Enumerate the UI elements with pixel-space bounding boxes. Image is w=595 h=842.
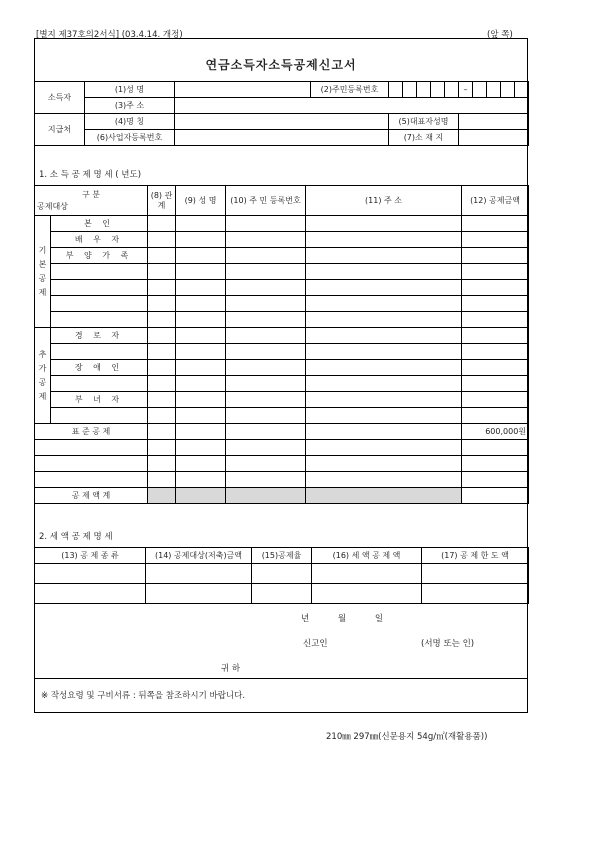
deduction-target: 부 녀 자 <box>51 392 148 408</box>
entry-cell[interactable] <box>462 360 529 376</box>
tax-credit-table <box>34 547 529 604</box>
entry-cell[interactable] <box>148 376 176 392</box>
location-field[interactable] <box>459 130 529 146</box>
deduction-target <box>51 264 148 280</box>
divider <box>35 678 527 679</box>
entry-cell[interactable] <box>306 312 462 328</box>
rrn-digit[interactable] <box>501 82 515 98</box>
entry-cell[interactable] <box>176 280 226 296</box>
entry-cell[interactable] <box>226 264 306 280</box>
entry-cell[interactable] <box>176 312 226 328</box>
deduction-target: 장 애 인 <box>51 360 148 376</box>
entry-cell[interactable] <box>462 280 529 296</box>
rrn-digit[interactable] <box>515 82 529 98</box>
address-header: (11) 주 소 <box>306 186 462 216</box>
entry-cell[interactable] <box>226 360 306 376</box>
relation-header: (8) 관 계 <box>148 186 176 216</box>
entry-cell[interactable] <box>462 312 529 328</box>
credit-rate-header: (15)공제율 <box>252 548 312 564</box>
payer-label: 지급처 <box>35 114 85 146</box>
entry-cell[interactable] <box>148 216 176 232</box>
rrn-digit[interactable] <box>403 82 417 98</box>
rrn-header: (10) 주 민 등록번호 <box>226 186 306 216</box>
credit-cell[interactable] <box>422 584 529 604</box>
name-field[interactable] <box>175 82 311 98</box>
entry-cell[interactable] <box>176 328 226 344</box>
entry-cell[interactable] <box>306 248 462 264</box>
entry-cell[interactable] <box>148 328 176 344</box>
deduction-target: 배 우 자 <box>51 232 148 248</box>
deduction-target: 본 인 <box>51 216 148 232</box>
credit-base-header: (14) 공제대상(저축)금액 <box>146 548 252 564</box>
taxpayer-payer-table <box>34 81 529 146</box>
group-label: 추 가 공 제 <box>35 328 51 424</box>
entry-cell[interactable] <box>462 376 529 392</box>
rrn-digit[interactable] <box>389 82 403 98</box>
entry-cell[interactable] <box>306 408 462 424</box>
entry-cell[interactable] <box>306 360 462 376</box>
form-number: [별지 제37호의2서식] (03.4.14. 개정) <box>36 30 183 40</box>
entry-cell[interactable] <box>176 296 226 312</box>
deduction-target <box>51 344 148 360</box>
rrn-digit[interactable] <box>487 82 501 98</box>
entry-cell[interactable] <box>226 232 306 248</box>
rrn-label: (2)주민등록번호 <box>311 82 389 98</box>
entry-cell[interactable] <box>306 264 462 280</box>
credit-type-header: (13) 공 제 종 류 <box>35 548 146 564</box>
signature-label: (서명 또는 인) <box>421 639 475 649</box>
entry-cell[interactable] <box>462 296 529 312</box>
entry-cell[interactable] <box>462 408 529 424</box>
entry-cell[interactable] <box>226 344 306 360</box>
entry-cell[interactable] <box>226 408 306 424</box>
address-label: (3)주 소 <box>85 98 175 114</box>
date-line: 년 월 일 <box>301 614 384 624</box>
standard-deduction-amount: 600,000원 <box>462 424 529 440</box>
entry-cell[interactable] <box>148 344 176 360</box>
rrn-digit[interactable] <box>473 82 487 98</box>
entry-cell[interactable] <box>148 392 176 408</box>
entry-cell[interactable] <box>226 280 306 296</box>
recipient-label: 귀 하 <box>221 664 241 674</box>
rrn-digit[interactable] <box>431 82 445 98</box>
blank-row[interactable] <box>35 472 148 488</box>
section2-title: 2. 세 액 공 제 명 세 <box>39 532 113 542</box>
total-deduction-field[interactable] <box>462 488 529 504</box>
rrn-digit[interactable] <box>445 82 459 98</box>
credit-cell[interactable] <box>35 584 146 604</box>
note-text: ※ 작성요령 및 구비서류 : 뒤쪽을 참조하시기 바랍니다. <box>41 691 246 701</box>
deduction-target: 경 로 자 <box>51 328 148 344</box>
entry-cell[interactable] <box>176 344 226 360</box>
entry-cell[interactable] <box>176 360 226 376</box>
entry-cell[interactable] <box>148 360 176 376</box>
entry-cell[interactable] <box>226 328 306 344</box>
credit-limit-header: (17) 공 제 한 도 액 <box>422 548 529 564</box>
entry-cell[interactable] <box>462 344 529 360</box>
entry-cell[interactable] <box>462 392 529 408</box>
entry-cell[interactable] <box>148 264 176 280</box>
entry-cell[interactable] <box>148 296 176 312</box>
entry-cell[interactable] <box>176 392 226 408</box>
credit-cell[interactable] <box>422 564 529 584</box>
credit-cell[interactable] <box>312 584 422 604</box>
entry-cell[interactable] <box>148 232 176 248</box>
deduction-target: 부 양 가 족 <box>51 248 148 264</box>
deduction-target <box>51 376 148 392</box>
entry-cell[interactable] <box>176 376 226 392</box>
entry-cell[interactable] <box>226 392 306 408</box>
entry-cell[interactable] <box>462 264 529 280</box>
entry-cell[interactable] <box>226 248 306 264</box>
gubun-header: 구 분 공제대상 <box>35 186 148 216</box>
entry-cell[interactable] <box>176 408 226 424</box>
deduction-target <box>51 312 148 328</box>
credit-cell[interactable] <box>252 584 312 604</box>
entry-cell[interactable] <box>306 392 462 408</box>
payer-name-field[interactable] <box>175 114 389 130</box>
credit-cell[interactable] <box>312 564 422 584</box>
entry-cell[interactable] <box>306 216 462 232</box>
entry-cell[interactable] <box>226 296 306 312</box>
credit-amount-header: (16) 세 액 공 제 액 <box>312 548 422 564</box>
rep-name-label: (5)대표자성명 <box>389 114 459 130</box>
entry-cell[interactable] <box>306 344 462 360</box>
standard-deduction-label: 표 준 공 제 <box>35 424 148 440</box>
entry-cell[interactable] <box>176 216 226 232</box>
name-label: (1)성 명 <box>85 82 175 98</box>
entry-cell[interactable] <box>148 248 176 264</box>
biz-no-label: (6)사업자등록번호 <box>85 130 175 146</box>
entry-cell[interactable] <box>148 280 176 296</box>
entry-cell[interactable] <box>462 216 529 232</box>
entry-cell[interactable] <box>226 216 306 232</box>
entry-cell[interactable] <box>306 296 462 312</box>
entry-cell[interactable] <box>176 248 226 264</box>
entry-cell[interactable] <box>306 232 462 248</box>
income-deduction-table <box>34 185 529 504</box>
credit-cell[interactable] <box>35 564 146 584</box>
page-side-label: (앞 쪽) <box>487 30 513 40</box>
taxpayer-label: 소득자 <box>35 82 85 114</box>
deduction-target <box>51 280 148 296</box>
entry-cell[interactable] <box>226 376 306 392</box>
total-deduction-label: 공 제 액 계 <box>35 488 148 504</box>
entry-cell[interactable] <box>148 408 176 424</box>
entry-cell[interactable] <box>462 232 529 248</box>
credit-cell[interactable] <box>252 564 312 584</box>
credit-cell[interactable] <box>146 584 252 604</box>
biz-no-field[interactable] <box>175 130 389 146</box>
deduction-target <box>51 408 148 424</box>
entry-cell[interactable] <box>306 328 462 344</box>
entry-cell[interactable] <box>148 312 176 328</box>
blank-row[interactable] <box>35 456 148 472</box>
entry-cell[interactable] <box>306 376 462 392</box>
form-title: 연금소득자소득공제신고서 <box>205 58 357 72</box>
paper-spec: 210㎜ 297㎜(신문용지 54g/㎡(재활용품)) <box>326 732 488 742</box>
person-name-header: (9) 성 명 <box>176 186 226 216</box>
amount-header: (12) 공제금액 <box>462 186 529 216</box>
rrn-dash: – <box>459 82 473 98</box>
entry-cell[interactable] <box>176 264 226 280</box>
form-frame <box>34 38 528 713</box>
entry-cell[interactable] <box>176 232 226 248</box>
credit-cell[interactable] <box>146 564 252 584</box>
deduction-target <box>51 296 148 312</box>
address-field[interactable] <box>175 98 529 114</box>
payer-name-label: (4)명 칭 <box>85 114 175 130</box>
section1-title: 1. 소 득 공 제 명 세 ( 년도) <box>39 170 142 180</box>
entry-cell[interactable] <box>462 328 529 344</box>
entry-cell[interactable] <box>226 312 306 328</box>
blank-row[interactable] <box>35 440 148 456</box>
entry-cell[interactable] <box>462 248 529 264</box>
rep-name-field[interactable] <box>459 114 529 130</box>
declarant-label: 신고인 <box>303 639 328 649</box>
rrn-digit[interactable] <box>417 82 431 98</box>
entry-cell[interactable] <box>306 280 462 296</box>
location-label: (7)소 재 지 <box>389 130 459 146</box>
group-label: 기 본 공 제 <box>35 216 51 328</box>
